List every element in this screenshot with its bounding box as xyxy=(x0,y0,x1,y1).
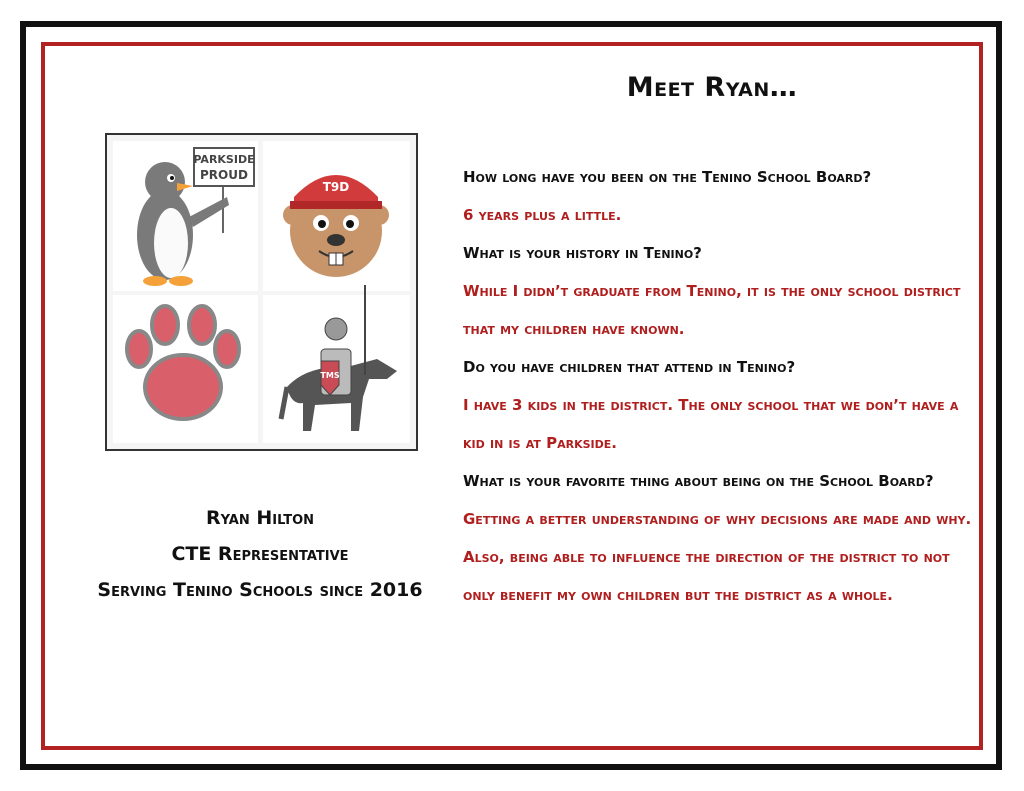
answer-2: While I didn’t graduate from Tenino, it is the only school district that my children have known. xyxy=(463,282,961,338)
answer-3: I have 3 kids in the district. The only school that we don’t have a kid in is at Parkside. xyxy=(463,396,959,452)
sign-text-2: PROUD xyxy=(200,168,248,182)
answer-1: 6 years plus a little. xyxy=(463,206,622,224)
sign-text-1: PARKSIDE xyxy=(193,153,255,166)
profile-name: Ryan Hilton xyxy=(205,507,315,529)
qa-section xyxy=(463,158,973,614)
answer-4: Getting a better understanding of why decisions are made and why. Also, being able to influence the direction of the district to not only benefit my own children but the district as a whole. xyxy=(463,510,972,604)
page-title: Meet Ryan… xyxy=(626,72,798,103)
mascot-logos-image xyxy=(105,133,418,451)
question-1: How long have you been on the Tenino School Board? xyxy=(463,168,872,186)
shield-text: TMS xyxy=(320,371,340,380)
cap-text: T9D xyxy=(322,180,350,194)
question-3: Do you have children that attend in Tenino? xyxy=(463,358,796,376)
question-2: What is your history in Tenino? xyxy=(463,244,702,262)
question-4: What is your favorite thing about being on the School Board? xyxy=(463,472,934,490)
profile-serving: Serving Tenino Schools since 2016 xyxy=(97,579,423,601)
mascot-logos-svg xyxy=(107,135,416,449)
profile-role: CTE Representative xyxy=(171,543,349,565)
profile-caption xyxy=(80,500,440,608)
